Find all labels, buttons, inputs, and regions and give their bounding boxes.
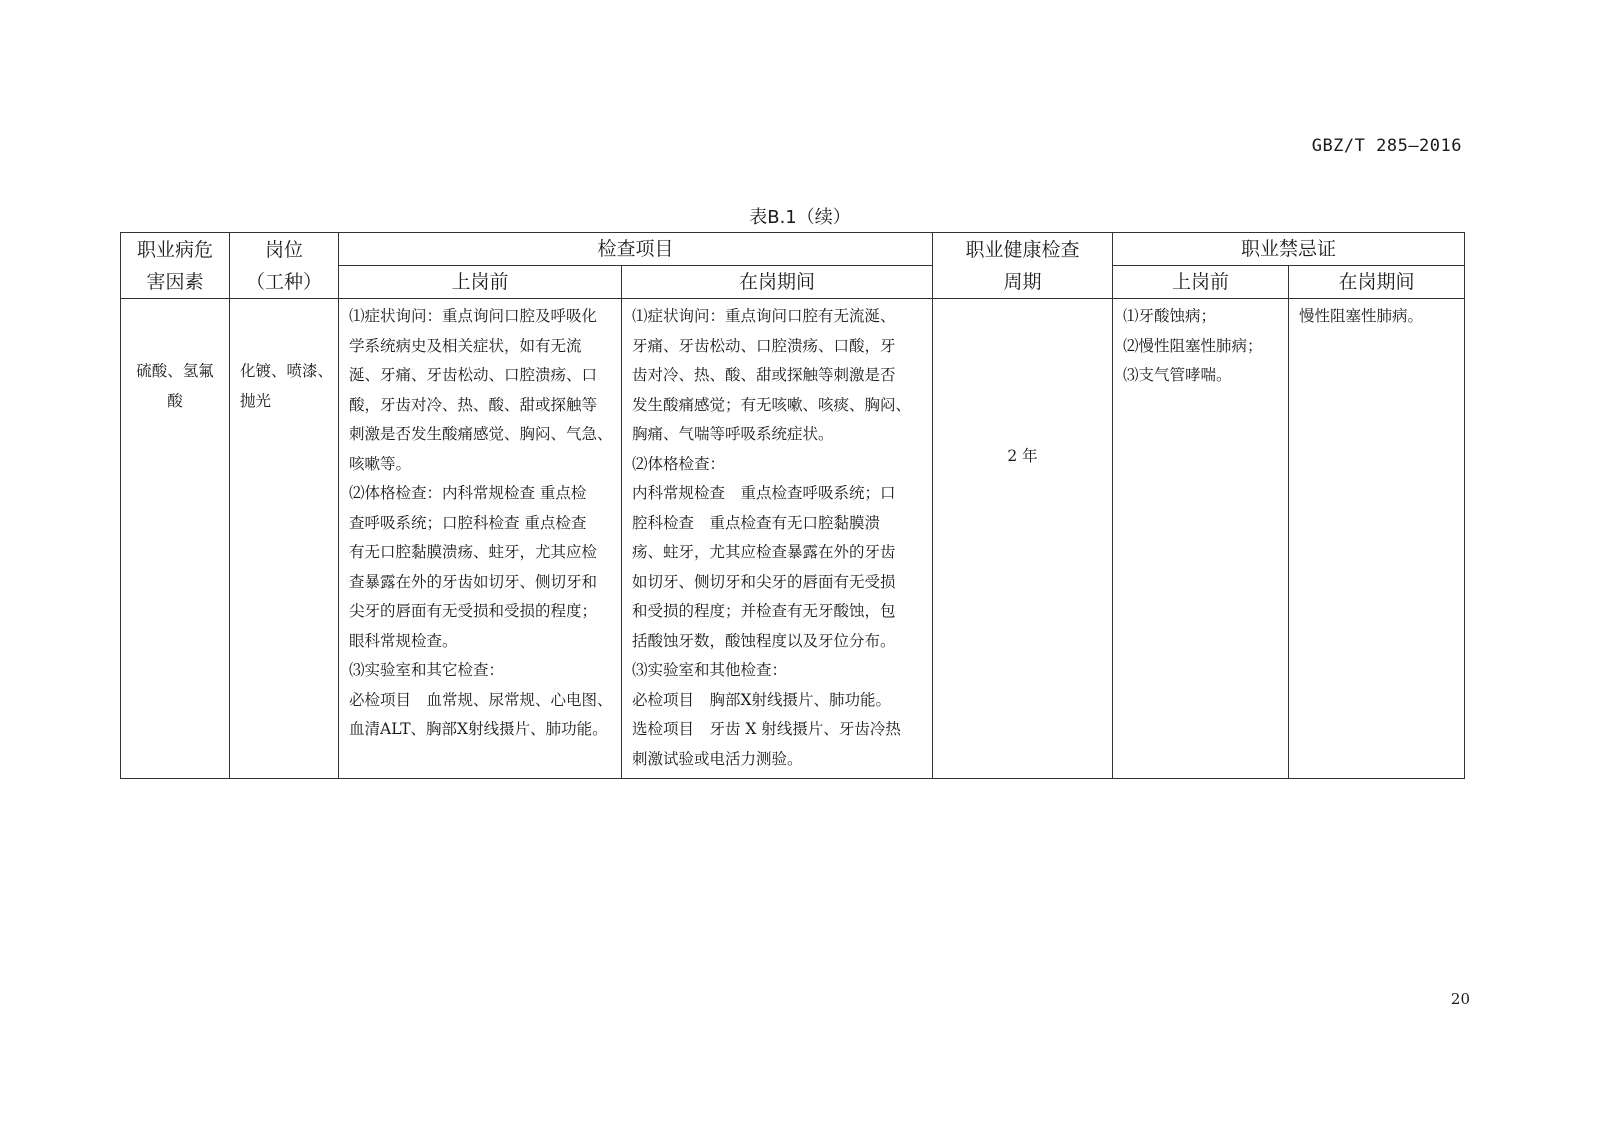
contra-pre-line: ⑴牙酸蚀病； (1123, 307, 1217, 325)
check-pre-line: 查暴露在外的牙齿如切牙、侧切牙和 (349, 572, 598, 591)
check-during-line: 腔科检查 重点检查有无口腔黏膜溃 (632, 513, 881, 532)
check-during-line: 如切牙、侧切牙和尖牙的唇面有无受损 (632, 572, 896, 591)
check-during-line: 发生酸痛感觉；有无咳嗽、咳痰、胸闷、 (632, 395, 912, 414)
table-caption: 表B.1（续） (749, 207, 851, 228)
check-during-line: 胸痛、气喘等呼吸系统症状。 (632, 425, 834, 443)
header-check-items: 检查项目 (339, 233, 933, 266)
header-cycle (933, 233, 1113, 299)
header-factor-line1: 职业病危 (136, 238, 213, 261)
standard-code: GBZ/T 285—2016 (1311, 136, 1462, 156)
check-during-line: 刺激试验或电活力测验。 (632, 749, 803, 768)
cell-contra-during: 慢性阻塞性肺病。 (1289, 299, 1465, 779)
check-during-line: 选检项目 牙齿 X 射线摄片、牙齿冷热 (632, 720, 901, 738)
check-pre-line: 尖牙的唇面有无受损和受损的程度； (349, 602, 598, 620)
check-pre-line: 必检项目 血常规、尿常规、心电图、 (349, 690, 613, 709)
check-pre-line: ⑴症状询问：重点询问口腔及呼吸化 (349, 307, 598, 325)
page-number: 20 (1450, 990, 1470, 1008)
check-pre-line: 咳嗽等。 (349, 454, 412, 473)
check-during-line: ⑶实验室和其他检查： (632, 661, 788, 679)
job-line2: 抛光 (240, 391, 272, 410)
check-pre-line: ⑶实验室和其它检查： (349, 661, 505, 679)
header-job (230, 233, 339, 299)
check-pre-line: 涎、牙痛、牙齿松动、口腔溃疡、口 (349, 366, 598, 384)
check-during-line: 必检项目 胸部X射线摄片、肺功能。 (632, 690, 892, 709)
contra-pre-line: ⑵慢性阻塞性肺病； (1123, 336, 1263, 355)
header-job-line1: 岗位 (264, 238, 303, 261)
check-during-line: ⑴症状询问：重点询问口腔有无流涎、 (632, 307, 896, 325)
header-factor (121, 233, 230, 299)
check-during-line: 括酸蚀牙数，酸蚀程度以及牙位分布。 (632, 631, 896, 650)
check-pre-line: 眼科常规检查。 (349, 631, 458, 650)
check-pre-line: 查呼吸系统；口腔科检查 重点检查 (349, 513, 587, 532)
cell-job (230, 299, 339, 779)
header-cycle-line2: 周期 (1003, 270, 1042, 293)
check-pre-line: 酸，牙齿对冷、热、酸、甜或探触等 (349, 395, 598, 414)
header-factor-line2: 害因素 (146, 270, 204, 293)
cell-exam-cycle: 2 年 (933, 299, 1113, 779)
header-cycle-line1: 职业健康检查 (965, 238, 1080, 261)
check-pre-line: 有无口腔黏膜溃疡、蛀牙，尤其应检 (349, 543, 598, 561)
check-pre-line: ⑵体格检查：内科常规检查 重点检 (349, 484, 587, 502)
check-during-line: 内科常规检查 重点检查呼吸系统；口 (632, 484, 896, 502)
check-pre-line: 血清ALT、胸部X射线摄片、肺功能。 (349, 720, 608, 738)
cell-check-pre (339, 299, 622, 779)
check-pre-line: 学系统病史及相关症状，如有无流 (349, 336, 582, 355)
check-during-line: ⑵体格检查： (632, 454, 726, 473)
check-pre-line: 刺激是否发生酸痛感觉、胸闷、气急、 (349, 425, 613, 443)
check-during-line: 牙痛、牙齿松动、口腔溃疡、口酸，牙 (632, 336, 896, 355)
exam-table (120, 232, 1465, 779)
header-check-pre: 上岗前 (339, 266, 622, 299)
cell-contra-pre (1113, 299, 1289, 779)
check-during-line: 和受损的程度；并检查有无牙酸蚀，包 (632, 602, 896, 620)
job-line1: 化镀、喷漆、 (240, 362, 334, 380)
header-contra-pre: 上岗前 (1113, 266, 1289, 299)
header-contraindication: 职业禁忌证 (1113, 233, 1465, 266)
cell-check-during (622, 299, 933, 779)
header-contra-during: 在岗期间 (1289, 266, 1465, 299)
check-during-line: 疡、蛀牙，尤其应检查暴露在外的牙齿 (632, 543, 896, 561)
hazard-factor-line1: 硫酸、氢氟 (136, 362, 214, 380)
header-check-during: 在岗期间 (622, 266, 933, 299)
header-job-line2: （工种） (245, 270, 322, 293)
cell-hazard-factor (121, 299, 230, 779)
check-during-line: 齿对冷、热、酸、甜或探触等刺激是否 (632, 366, 896, 384)
contra-pre-line: ⑶支气管哮喘。 (1123, 366, 1232, 384)
hazard-factor-line2: 酸 (167, 391, 183, 410)
